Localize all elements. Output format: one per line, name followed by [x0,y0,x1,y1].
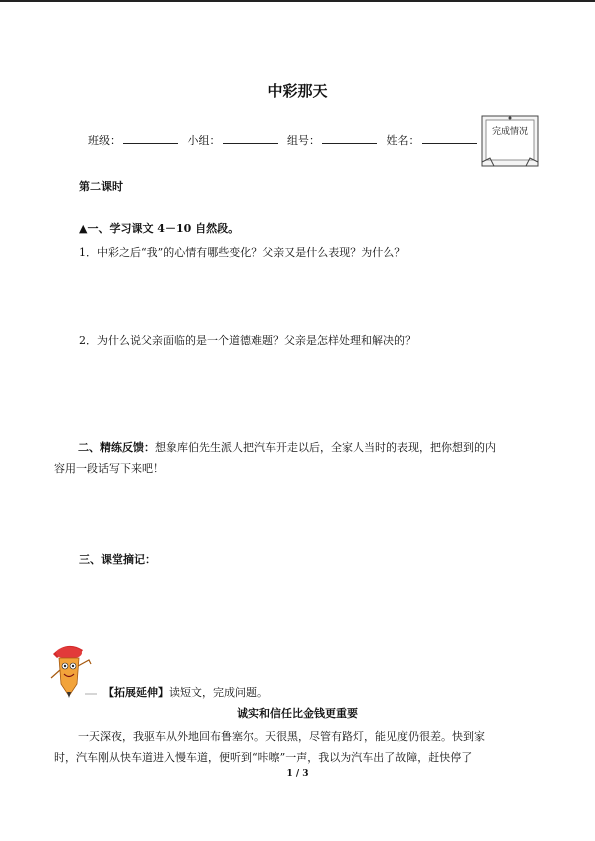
group-blank [322,133,377,144]
lesson-heading: 第二课时 [79,180,123,193]
part2-text-line1: 想象库伯先生派人把汽车开走以后，全家人当时的表现，把你想到的内 [155,441,496,454]
class-blank [123,133,178,144]
completion-badge [480,114,540,168]
name-blank [422,133,477,144]
class-label: 班级： [88,134,121,147]
student-info-row [88,132,483,148]
page-number: 1 / 3 [286,769,309,779]
team-label: 小组： [187,134,221,147]
article-line-1: 一天深夜，我驱车从外地回布鲁塞尔。天很黑，尽管有路灯，能见度仍很差。快到家 [78,730,485,743]
extension-instruction: 读短文，完成问题。 [169,686,268,699]
article-line-2: 时，汽车刚从快车道进入慢车道，便听到“咔嚓”一声，我以为汽车出了故障，赶快停了 [54,751,473,764]
article-title: 诚实和信任比金钱更重要 [237,707,358,720]
question-2: 2．为什么说父亲面临的是一个道德难题？父亲是怎样处理和解决的？ [79,334,416,347]
part2-text-line2: 容用一段话写下来吧！ [54,462,164,475]
group-label: 组号： [287,134,320,147]
name-label: 姓名： [386,134,420,147]
part2-heading: 二、精练反馈： [78,441,155,454]
page-title: 中彩那天 [267,82,328,100]
extension-tag: 【拓展延伸】 [103,686,169,699]
question-1: 1．中彩之后“我”的心情有哪些变化？父亲又是什么表现？为什么？ [79,246,406,259]
part2-paragraph [54,437,544,479]
badge-frame-icon [480,114,540,168]
team-blank [223,133,278,144]
badge-label: 完成情况 [491,127,528,137]
top-rule [0,0,595,2]
article-body [54,726,544,768]
mascot-pencil-icon [45,640,103,700]
extension-line [103,684,268,700]
part1-heading: ▲一、学习课文 4－10 自然段。 [79,222,240,235]
part3-heading: 三、课堂摘记： [79,553,156,566]
